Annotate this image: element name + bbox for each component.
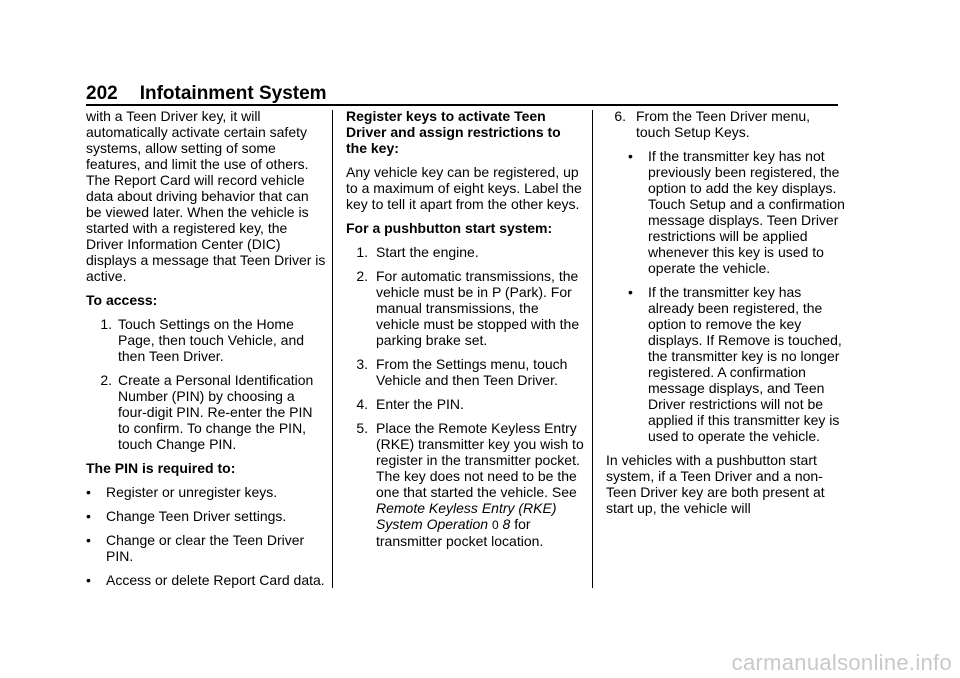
bullet-marker: • [628,284,633,300]
step-text: For automatic transmissions, the vehicle must be in P (Park). For manual transmissions, the vehicle must be stopped with the parking brake set. [376,268,580,348]
step-text: Start the engine. [376,244,479,260]
step-number: 3. [356,356,368,372]
cross-reference-link[interactable]: Remote Keyless Entry (RKE) System Operation [376,500,557,532]
column-1 [86,108,326,596]
header-rule [86,104,838,106]
step-text [376,420,584,549]
list-item [606,148,846,276]
list-item [346,244,584,260]
bullet-marker: • [86,508,91,524]
list-item [86,532,326,564]
step-text: Create a Personal Identification Number (PIN) by choosing a four-digit PIN. Re-enter the PIN to confirm. To change the PIN, touch Change PIN. [118,372,314,452]
step-number: 1. [100,316,112,332]
list-item [346,356,584,388]
step-number: 6. [614,108,626,124]
step-text-tail: for transmitter pocket location. [376,516,544,549]
page-number: 202 [86,83,118,104]
bullet-text: Register or unregister keys. [106,484,278,500]
step-text: Touch Settings on the Home Page, then touch Vehicle, and then Teen Driver. [118,316,305,364]
access-heading: To access: [86,292,158,308]
page-ref-arrow-icon: 0 [491,518,499,532]
step-number: 2. [356,268,368,284]
outro-paragraph: In vehicles with a pushbutton start system, if a Teen Driver and a non-Teen Driver key are both present at start up, the vehicle will [606,452,825,516]
list-item [606,108,846,140]
register-paragraph: Any vehicle key can be registered, up to a maximum of eight keys. Label the key to tell it apart from the other keys. [346,164,582,212]
step-number: 4. [356,396,368,412]
list-item [346,268,584,348]
step-text: From the Settings menu, touch Vehicle and then Teen Driver. [376,356,568,388]
intro-paragraph: with a Teen Driver key, it will automatically activate certain safety systems, allow setting of some features, and limit the use of others. The Report Card will record vehicle data about driving behavior that can be viewed later. When the vehicle is started with a registered key, the Driver Information Center (DIC) displays a message that Teen Driver is active. [86,108,326,284]
bullet-marker: • [86,532,91,548]
bullet-text: Change Teen Driver settings. [106,508,287,524]
list-item [346,396,584,412]
list-item [86,572,326,588]
list-item [86,484,326,500]
step-text: Enter the PIN. [376,396,464,412]
pin-heading: The PIN is required to: [86,460,236,476]
section-title: Infotainment System [139,83,327,104]
bullet-marker: • [86,484,91,500]
column-divider [332,110,333,588]
column-divider [592,110,593,588]
column-3 [606,108,846,524]
watermark: carmanualsonline.info [731,650,952,675]
step-number: 1. [356,244,368,260]
column-2 [346,108,584,557]
page-header [86,83,327,105]
bullet-text: If the transmitter key has not previously been registered, the option to add the key displays. Touch Setup and a confirmation message displays. Teen Driver restrictions will be applied whenever this key is used to operate the vehicle. [648,148,845,276]
cross-reference-page[interactable]: 8 [502,516,511,532]
register-heading: Register keys to activate Teen Driver and assign restrictions to the key: [346,108,561,156]
bullet-text: Change or clear the Teen Driver PIN. [106,532,305,564]
step-text: From the Teen Driver menu, touch Setup Keys. [636,108,811,140]
list-item [86,372,326,452]
step-number: 5. [356,420,368,436]
bullet-marker: • [628,148,633,164]
list-item [86,316,326,364]
bullet-marker: • [86,572,91,588]
step-text-main: Place the Remote Keyless Entry (RKE) transmitter key you wish to register in the transmitter pocket. The key does not need to be the one that started the vehicle. See [376,420,584,500]
bullet-text: Access or delete Report Card data. [106,572,325,588]
bullet-text: If the transmitter key has already been registered, the option to remove the key displays. If Remove is touched, the transmitter key is no longer registered. A confirmation message displays, and Teen Driver restrictions will not be applied if this transmitter key is used to operate the vehicle. [648,284,842,444]
list-item [606,284,846,444]
list-item [346,420,584,549]
list-item [86,508,326,524]
step-number: 2. [100,372,112,388]
pushbutton-heading: For a pushbutton start system: [346,220,553,236]
